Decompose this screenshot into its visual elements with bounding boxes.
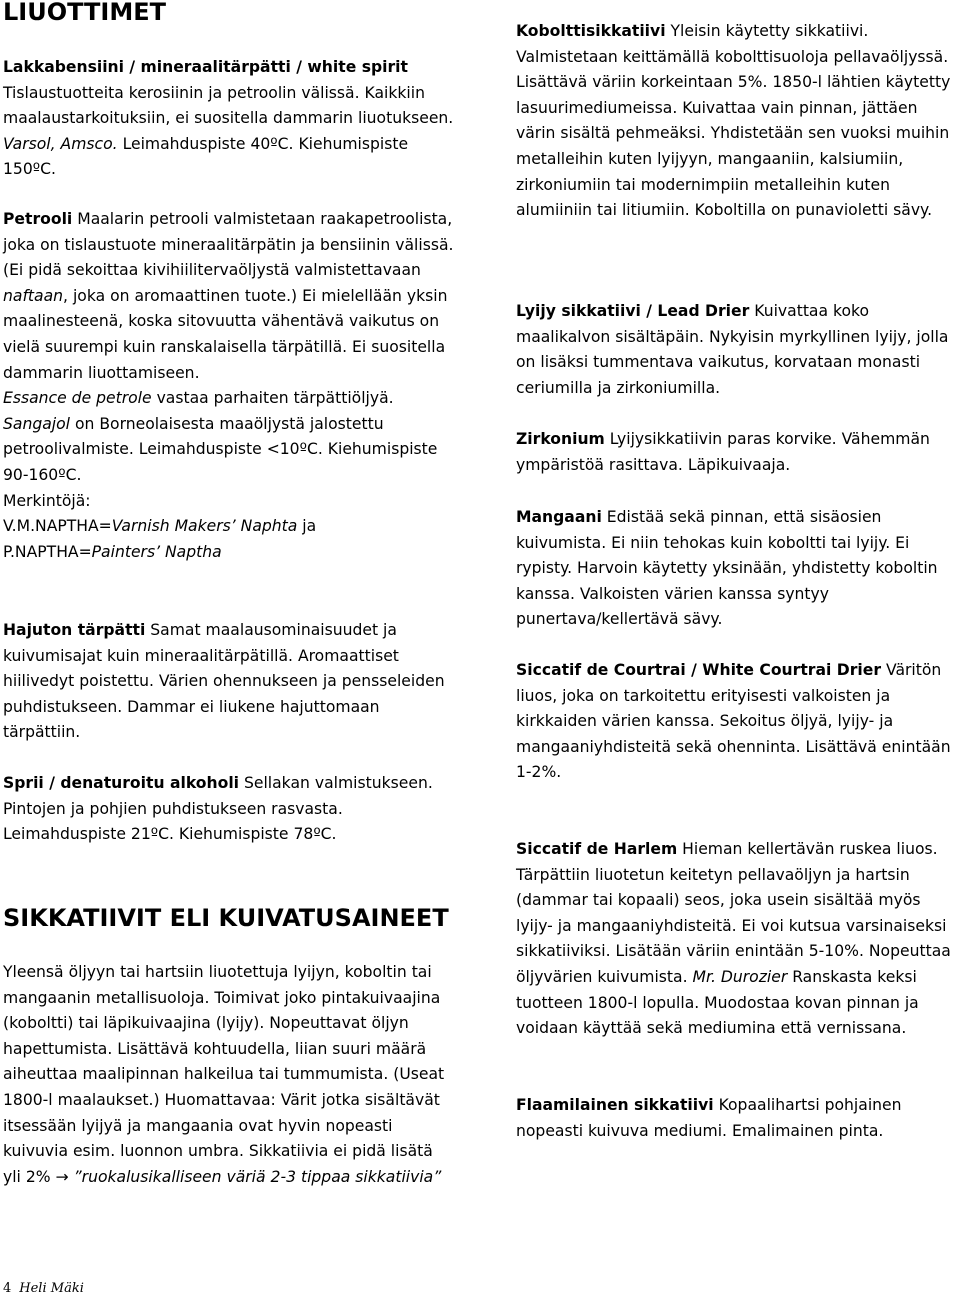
- italic-painters-naptha: Painters’ Naptha: [91, 542, 222, 561]
- italic-ruokalusikallinen: ”ruokalusikalliseen väriä 2-3 tippaa sikkatiivia”: [68, 1167, 442, 1186]
- page-footer: [3, 1280, 84, 1298]
- paragraph-courtrai: [516, 658, 960, 786]
- text-white-spirit-2: Leimahduspiste 40ºC. Kiehumispiste 150ºC.: [3, 134, 409, 179]
- term-courtrai: Siccatif de Courtrai / White Courtrai Drier: [516, 661, 882, 679]
- heading-sikkatiivit: SIKKATIIVIT ELI KUIVATUSAINEET: [3, 904, 449, 932]
- text-vm-prefix: V.M.NAPTHA=: [3, 517, 112, 536]
- text-koboltti-1: Yleisin käytetty sikkatiivi. Valmistetaan keittämällä kobolttisuoloja pellavaöljyssä. Lisättävä väriin korkeintaan 5%. 1850-l lähtien käytetty lasuurimediumeissa. Kuivattaa vain pinnan, jättäen värin sisältä pehmeäksi. Yhdistetään sen vuoksi muihin metalleihin kuten lyijyyn, mangaaniin, kalsiumiin, zirkoniumiin tai modernimpiin metalleihin kuten alumiiniin tai litiumiin. Koboltilla on punavioletti sävy.: [516, 22, 951, 220]
- page-number: 4: [3, 1281, 12, 1296]
- text-petrooli-3: vastaa parhaiten tärpättiöljyä.: [151, 389, 394, 408]
- term-harlem: Siccatif de Harlem: [516, 840, 678, 858]
- term-koboltti: Kobolttisikkatiivi: [516, 22, 666, 40]
- text-lyijy-1: Kuivattaa koko maalikalvon sisältäpäin. Nykyisin myrkyllinen lyijy, jolla on lisäksi tummentava vaikutus, korvataan monasti ceriumilla ja zirkoniumilla.: [516, 302, 949, 397]
- term-sprii: Sprii / denaturoitu alkoholi: [3, 774, 240, 792]
- paragraph-harlem: [516, 837, 960, 1042]
- text-courtrai-1: Väritön liuos, joka on tarkoitettu erityisesti valkoisten ja kirkkaiden värien kanssa. Sekoitus öljyä, lyijy- ja mangaaniyhdisteitä sekä ohenninta. Lisättävä enintään 1-2%.: [516, 661, 951, 782]
- text-mangaani-1: Edistää sekä pinnan, että sisäosien kuivumista. Ei niin tehokas kuin koboltti tai lyijy. Ei rypisty. Harvoin käytetty yksinään, yhdistetty koboltin kanssa. Valkoisten värien kanssa syntyy punertava/kellertävä sävy.: [516, 508, 938, 629]
- text-harlem-2: Ranskasta keksi tuotteen 1800-l lopulla. Muodostaa kovan pinnan ja voidaan käyttää sekä mediumina että vernissana.: [516, 967, 919, 1038]
- paragraph-zirkonium: [516, 427, 960, 478]
- italic-mr-durozier: Mr. Durozier: [692, 967, 788, 986]
- paragraph-petrooli: [3, 207, 455, 565]
- term-flaamilainen: Flaamilainen sikkatiivi: [516, 1096, 714, 1114]
- paragraph-mangaani: [516, 505, 960, 633]
- italic-naftaan: naftaan: [3, 286, 64, 305]
- text-petrooli-1: Maalarin petrooli valmistetaan raakapetroolista, joka on tislaustuote mineraalitärpätin ja bensiinin välissä. (Ei pidä sekoittaa kivihiilitervaöljystä valmistettavaan: [3, 210, 454, 280]
- paragraph-sikkatiivit: [3, 960, 455, 1190]
- text-flaamilainen-1: Kopaalihartsi pohjainen nopeasti kuivuva mediumi. Emalimainen pinta.: [516, 1096, 902, 1140]
- paragraph-flaamilainen: [516, 1093, 960, 1144]
- term-white-spirit: Lakkabensiini / mineraalitärpätti / white spirit: [3, 58, 408, 76]
- text-petrooli-2: , joka on aromaattinen tuote.) Ei mielellään yksin maalinesteenä, koska sitovuutta vähentävä vaikutus on vielä suurempi kuin ranskalaisella tärpätillä. Ei suositella dammarin liuottamiseen.: [3, 286, 448, 382]
- paragraph-koboltti: [516, 19, 960, 224]
- text-merkinnat: Merkintöjä:: [3, 491, 91, 510]
- term-petrooli: Petrooli: [3, 210, 73, 228]
- text-sikkatiivit-1: Yleensä öljyyn tai hartsiin liuotettuja lyijyn, koboltin tai mangaanin metallisuoloja. Toimivat joko pintakuivaajina (koboltti) tai läpikuivaajina (lyijy). Nopeuttavat öljyn hapettumista. Lisättävä kohtuudella, liian suuri määrä aiheuttaa maalipinnan halkeilua tai tummumista. (Useat 1800-l maalaukset.) Huomattavaa: Värit jotka sisältävät itsessään lyijyä ja mangaania ovat hyvin nopeasti kuivuvia esim. luonnon umbra. Sikkatiivia ei pidä lisätä yli 2%: [3, 963, 445, 1186]
- paragraph-hajuton: [3, 618, 455, 746]
- italic-sangajol: Sangajol: [3, 414, 70, 433]
- term-lyijy: Lyijy sikkatiivi / Lead Drier: [516, 302, 750, 320]
- italic-essance-de-petrole: Essance de petrole: [3, 389, 152, 408]
- term-hajuton: Hajuton tärpätti: [3, 621, 146, 639]
- text-harlem-1: Hieman kellertävän ruskea liuos. Tärpättiin liuotetun keitetyn pellavaöljyn ja hartsin (dammar tai kopaali) seos, joka usein sisältää myös lyijy- ja mangaaniyhdisteitä. Ei voi kutsua varsinaiseksi sikkatiiviksi. Lisätään väriin enintään 5-10%. Nopeuttaa öljyvärien kuivumista.: [516, 840, 951, 986]
- heading-liuottimet: LIUOTTIMET: [3, 0, 166, 26]
- italic-varsol-amsco: Varsol, Amsco.: [3, 134, 118, 153]
- text-sprii-1: Sellakan valmistukseen. Pintojen ja pohjien puhdistukseen rasvasta. Leimahduspiste 21ºC. Kiehumispiste 78ºC.: [3, 774, 433, 844]
- term-zirkonium: Zirkonium: [516, 430, 605, 448]
- text-petrooli-4: on Borneolaisesta maaöljystä jalostettu petroolivalmiste. Leimahduspiste <10ºC. Kiehumispiste 90-160ºC.: [3, 414, 438, 484]
- paragraph-sprii: [3, 771, 455, 848]
- paragraph-white-spirit: [3, 55, 455, 183]
- text-white-spirit-1: Tislaustuotteita kerosiinin ja petroolin välissä. Kaikkiin maalaustarkoituksiin, ei suositella dammarin liuotukseen.: [3, 83, 454, 128]
- text-zirkonium-1: Lyijysikkatiivin paras korvike. Vähemmän ympäristöä rasittava. Läpikuivaaja.: [516, 430, 930, 474]
- text-vm-suffix: ja: [297, 517, 317, 536]
- term-mangaani: Mangaani: [516, 508, 602, 526]
- italic-varnish-makers: Varnish Makers’ Naphta: [111, 517, 298, 536]
- text-p-prefix: P.NAPTHA=: [3, 542, 92, 561]
- footer-author: Heli Mäki: [19, 1281, 84, 1296]
- paragraph-lyijy: [516, 299, 960, 401]
- text-hajuton-1: Samat maalausominaisuudet ja kuivumisajat kuin mineraalitärpätillä. Aromaattiset hiilivedyt poistettu. Värien ohennukseen ja pensseleiden puhdistukseen. Dammar ei liukene hajuttomaan tärpättiin.: [3, 621, 445, 742]
- arrow-right-icon: →: [55, 1167, 69, 1186]
